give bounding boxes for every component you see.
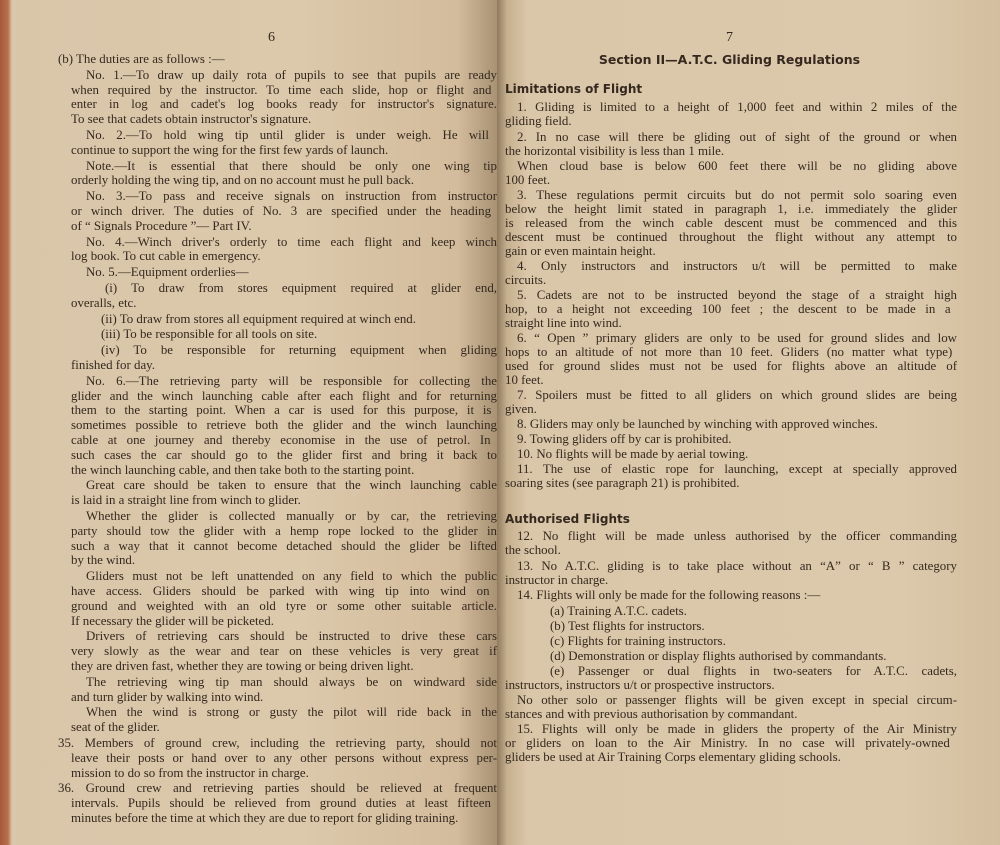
text-line: used for ground slides must not be used for flights above an altitude of — [505, 359, 957, 373]
text-line: Whether the glider is collected manually or by car, the retrieving — [86, 509, 497, 523]
paragraph — [71, 478, 497, 508]
text-line: 15. Flights will only be made in gliders the property of the Air Ministry — [517, 722, 957, 736]
paragraph — [71, 374, 497, 478]
text-line: 14. Flights will only be made for the following reasons :— — [517, 588, 821, 602]
text-line: (b) Test flights for instructors. — [550, 619, 705, 633]
text-line: hop, to a height not exceeding 100 feet ; the descent to be made in a — [505, 302, 951, 316]
text-line: 7. Spoilers must be fitted to all gliders on which ground slides are being — [517, 388, 957, 402]
left-page — [0, 0, 497, 845]
paragraph — [58, 736, 497, 780]
page-number: 6 — [268, 30, 275, 45]
text-line: log book. To cut cable in emergency. — [71, 249, 261, 264]
paragraph — [71, 675, 497, 705]
paragraph — [505, 529, 957, 557]
paragraph — [71, 128, 497, 158]
text-line: enter in log and cadet's log books ready for instructor's signature. — [71, 97, 497, 112]
page-number: 7 — [726, 30, 733, 45]
text-line: (e) Passenger or dual flights in two-seaters for A.T.C. cadets, — [550, 664, 957, 678]
text-line: 8. Gliders may only be launched by winching with approved winches. — [517, 417, 878, 431]
text-line: 5. Cadets are not to be instructed beyond the stage of a straight high — [517, 288, 957, 302]
text-line: 4. Only instructors and instructors u/t will be permitted to make — [517, 259, 957, 273]
text-line: 9. Towing gliders off by car is prohibited. — [517, 432, 732, 446]
text-line: 36. Ground crew and retrieving parties should be relieved at frequent — [58, 781, 497, 796]
text-line: 6. “ Open ” primary gliders are only to be used for ground slides and low — [517, 331, 957, 345]
paragraph — [505, 722, 957, 764]
text-line: When cloud base is below 600 feet there will be no gliding above — [517, 159, 957, 173]
text-line: (d) Demonstration or display flights authorised by commandants. — [550, 649, 887, 663]
text-line: such cases the car should go to the glider first and bring it back to — [71, 447, 497, 462]
text-line: soaring sites (see paragraph 21) is prohibited. — [505, 476, 740, 490]
text-line: 3. These regulations permit circuits but do not permit solo soaring even — [517, 188, 957, 202]
text-line: have access. Gliders should be parked with wing tip into wind on — [71, 583, 490, 598]
text-line: The retrieving wing tip man should always be on windward side — [86, 674, 497, 689]
paragraph — [71, 235, 497, 265]
text-line: given. — [505, 402, 537, 416]
paragraph — [505, 130, 957, 158]
text-line: mission to do so from the instructor in charge. — [71, 765, 309, 780]
text-line: Great care should be taken to ensure that the winch launching cable — [86, 478, 497, 493]
section-title: Section II—A.T.C. Gliding Regulations — [598, 52, 861, 67]
paragraph — [71, 189, 497, 233]
text-line: descent must be continued throughout the flight without any attempt to — [505, 230, 957, 244]
heading-authorised-flights: Authorised Flights — [505, 512, 630, 526]
text-line: the horizontal visibility is less than 1 mile. — [505, 144, 725, 158]
text-line: No. 5.—Equipment orderlies— — [86, 265, 249, 280]
paragraph — [505, 559, 957, 587]
text-line: they are driven fast, whether they are towing or being driven light. — [71, 658, 414, 673]
right-page — [497, 0, 1000, 845]
text-line: 13. No A.T.C. gliding is to take place without an “A” or “ B ” category — [517, 559, 957, 573]
text-line: (ii) To draw from stores all equipment required at winch end. — [101, 311, 416, 326]
text-line: No. 6.—The retrieving party will be responsible for collecting the — [86, 373, 497, 388]
text-line: or gliders on loan to the Air Ministry. In no case will privately-owned — [505, 736, 950, 750]
paragraph — [71, 509, 497, 568]
text-line: when required by the instructor. To time each slide, hop or flight and — [71, 82, 492, 97]
text-line: gliders be used at Air Training Corps elementary gliding schools. — [505, 750, 841, 764]
text-line: circuits. — [505, 273, 547, 287]
text-line: No other solo or passenger flights will be given except in special circum- — [517, 693, 957, 707]
paragraph — [505, 432, 957, 446]
text-line: gain or even maintain height. — [505, 244, 656, 258]
text-line: such a way that it cannot become detached should the glider be lifted — [71, 538, 497, 553]
text-line: No. 2.—To hold wing tip until glider is under weigh. He will — [86, 128, 489, 142]
text-line: leave their posts or hand over to any other persons without express per- — [71, 750, 497, 765]
paragraph — [505, 649, 957, 663]
text-line: No. 3.—To pass and receive signals on instruction from instructor — [86, 189, 497, 204]
paragraph — [505, 619, 957, 633]
text-line: the winch launching cable, and then take both to the starting point. — [71, 462, 415, 477]
text-line: 100 feet. — [505, 173, 551, 187]
paragraph — [505, 588, 957, 602]
text-line: sometimes possible to retrieve both the glider and the winch launching — [71, 418, 497, 433]
text-line: (iii) To be responsible for all tools on site. — [101, 327, 318, 342]
text-line: party should tow the glider with a hemp rope locked to the glider in — [71, 523, 497, 538]
paragraph — [505, 159, 957, 187]
paragraph — [505, 331, 957, 387]
text-line: No. 1.—To draw up daily rota of pupils to see that pupils are ready — [86, 67, 497, 82]
text-line: orderly holding the wing tip, and on no account must he pull back. — [71, 173, 414, 188]
text-line: No. 4.—Winch driver's orderly to time each flight and keep winch — [86, 234, 497, 249]
text-line: finished for day. — [71, 357, 156, 372]
text-line: (iv) To be responsible for returning equipment when gliding — [101, 343, 497, 358]
paragraph — [71, 312, 497, 327]
text-line: them to the starting point. When a car is used for this purpose, it is — [71, 403, 492, 418]
paragraph — [505, 462, 957, 490]
paragraph — [505, 188, 957, 258]
paragraph — [71, 343, 497, 373]
paragraph — [505, 604, 957, 618]
paragraph — [505, 634, 957, 648]
text-line: 12. No flight will be made unless authorised by the officer commanding — [517, 529, 957, 543]
text-line: 2. In no case will there be gliding out of sight of the ground or when — [517, 130, 957, 144]
paragraph — [71, 327, 497, 342]
paragraph — [71, 629, 497, 673]
paragraph — [71, 705, 497, 735]
text-line: (a) Training A.T.C. cadets. — [550, 604, 687, 618]
text-line: very slowly as the wear and tear on these vehicles is very great if — [71, 644, 497, 659]
paragraph — [505, 288, 957, 330]
text-line: by the wind. — [71, 553, 136, 568]
text-line: seat of the glider. — [71, 720, 160, 735]
text-line: of “ Signals Procedure ”— Part IV. — [71, 218, 252, 233]
text-line: minutes before the time at which they are due to report for gliding training. — [71, 810, 459, 825]
paragraph — [58, 52, 497, 67]
text-line: 10 feet. — [505, 373, 544, 387]
text-line: straight line into wind. — [505, 316, 622, 330]
text-line: glider and the winch launching cable after each flight and for returning — [71, 388, 497, 403]
text-line: 10. No flights will be made by aerial towing. — [517, 447, 749, 461]
text-line: 11. The use of elastic rope for launching, except at specially approved — [517, 462, 957, 476]
text-line: intervals. Pupils should be relieved from ground duties at least fifteen — [71, 796, 491, 811]
paragraph — [71, 265, 497, 280]
text-line: gliding field. — [505, 114, 572, 128]
paragraph — [505, 417, 957, 431]
text-line: the school. — [505, 543, 561, 557]
paragraph — [505, 447, 957, 461]
text-line: (b) The duties are as follows :— — [58, 52, 225, 66]
paragraph — [71, 281, 497, 311]
paragraph — [505, 693, 957, 721]
text-line: overalls, etc. — [71, 295, 137, 310]
paragraph — [71, 569, 497, 628]
text-line: is released from the winch cable descent must be commenced and this — [505, 216, 957, 230]
text-line: 35. Members of ground crew, including the retrieving party, should not — [58, 736, 497, 750]
paragraph — [71, 159, 497, 189]
text-line: (i) To draw from stores equipment required at glider end, — [105, 281, 497, 295]
text-line: If necessary the glider will be picketed. — [71, 613, 274, 628]
text-line: ground and weighted with an old tyre or some other suitable article. — [71, 598, 497, 613]
text-line: 1. Gliding is limited to a height of 1,000 feet and within 2 miles of the — [517, 100, 957, 114]
text-line: (c) Flights for training instructors. — [550, 634, 726, 648]
text-line: stances and with previous authorisation by commandant. — [505, 707, 798, 721]
text-line: below the height limit stated in paragraph 1, i.e. immediately the glider — [505, 202, 957, 216]
text-line: and turn glider by walking into wind. — [71, 689, 264, 704]
text-line: is laid in a straight line from winch to glider. — [71, 493, 301, 508]
paragraph — [505, 664, 957, 692]
paragraph — [505, 259, 957, 287]
text-line: Gliders must not be left unattended on any field to which the public — [86, 569, 497, 584]
paragraph — [58, 781, 497, 825]
paragraph — [505, 100, 957, 128]
text-line: Drivers of retrieving cars should be instructed to drive these cars — [86, 629, 497, 644]
text-line: When the wind is strong or gusty the pilot will ride back in the — [86, 705, 497, 720]
text-line: continue to support the wing for the first few yards of launch. — [71, 142, 389, 157]
paragraph — [71, 68, 497, 127]
text-line: hops to an altitude of not more than 10 feet. Gliders (no matter what type) — [505, 345, 953, 359]
paragraph — [505, 388, 957, 416]
text-line: To see that cadets obtain instructor's signature. — [71, 112, 312, 127]
text-line: or winch driver. The duties of No. 3 are specified under the heading — [71, 203, 492, 218]
text-line: instructors, instructors u/t or prospective instructors. — [505, 678, 775, 692]
heading-limitations-of-flight: Limitations of Flight — [505, 82, 643, 96]
text-line: cable at one journey and thereby economise in the use of petrol. In — [71, 432, 491, 447]
text-line: instructor in charge. — [505, 573, 609, 587]
text-line: Note.—It is essential that there should be only one wing tip — [86, 158, 497, 173]
